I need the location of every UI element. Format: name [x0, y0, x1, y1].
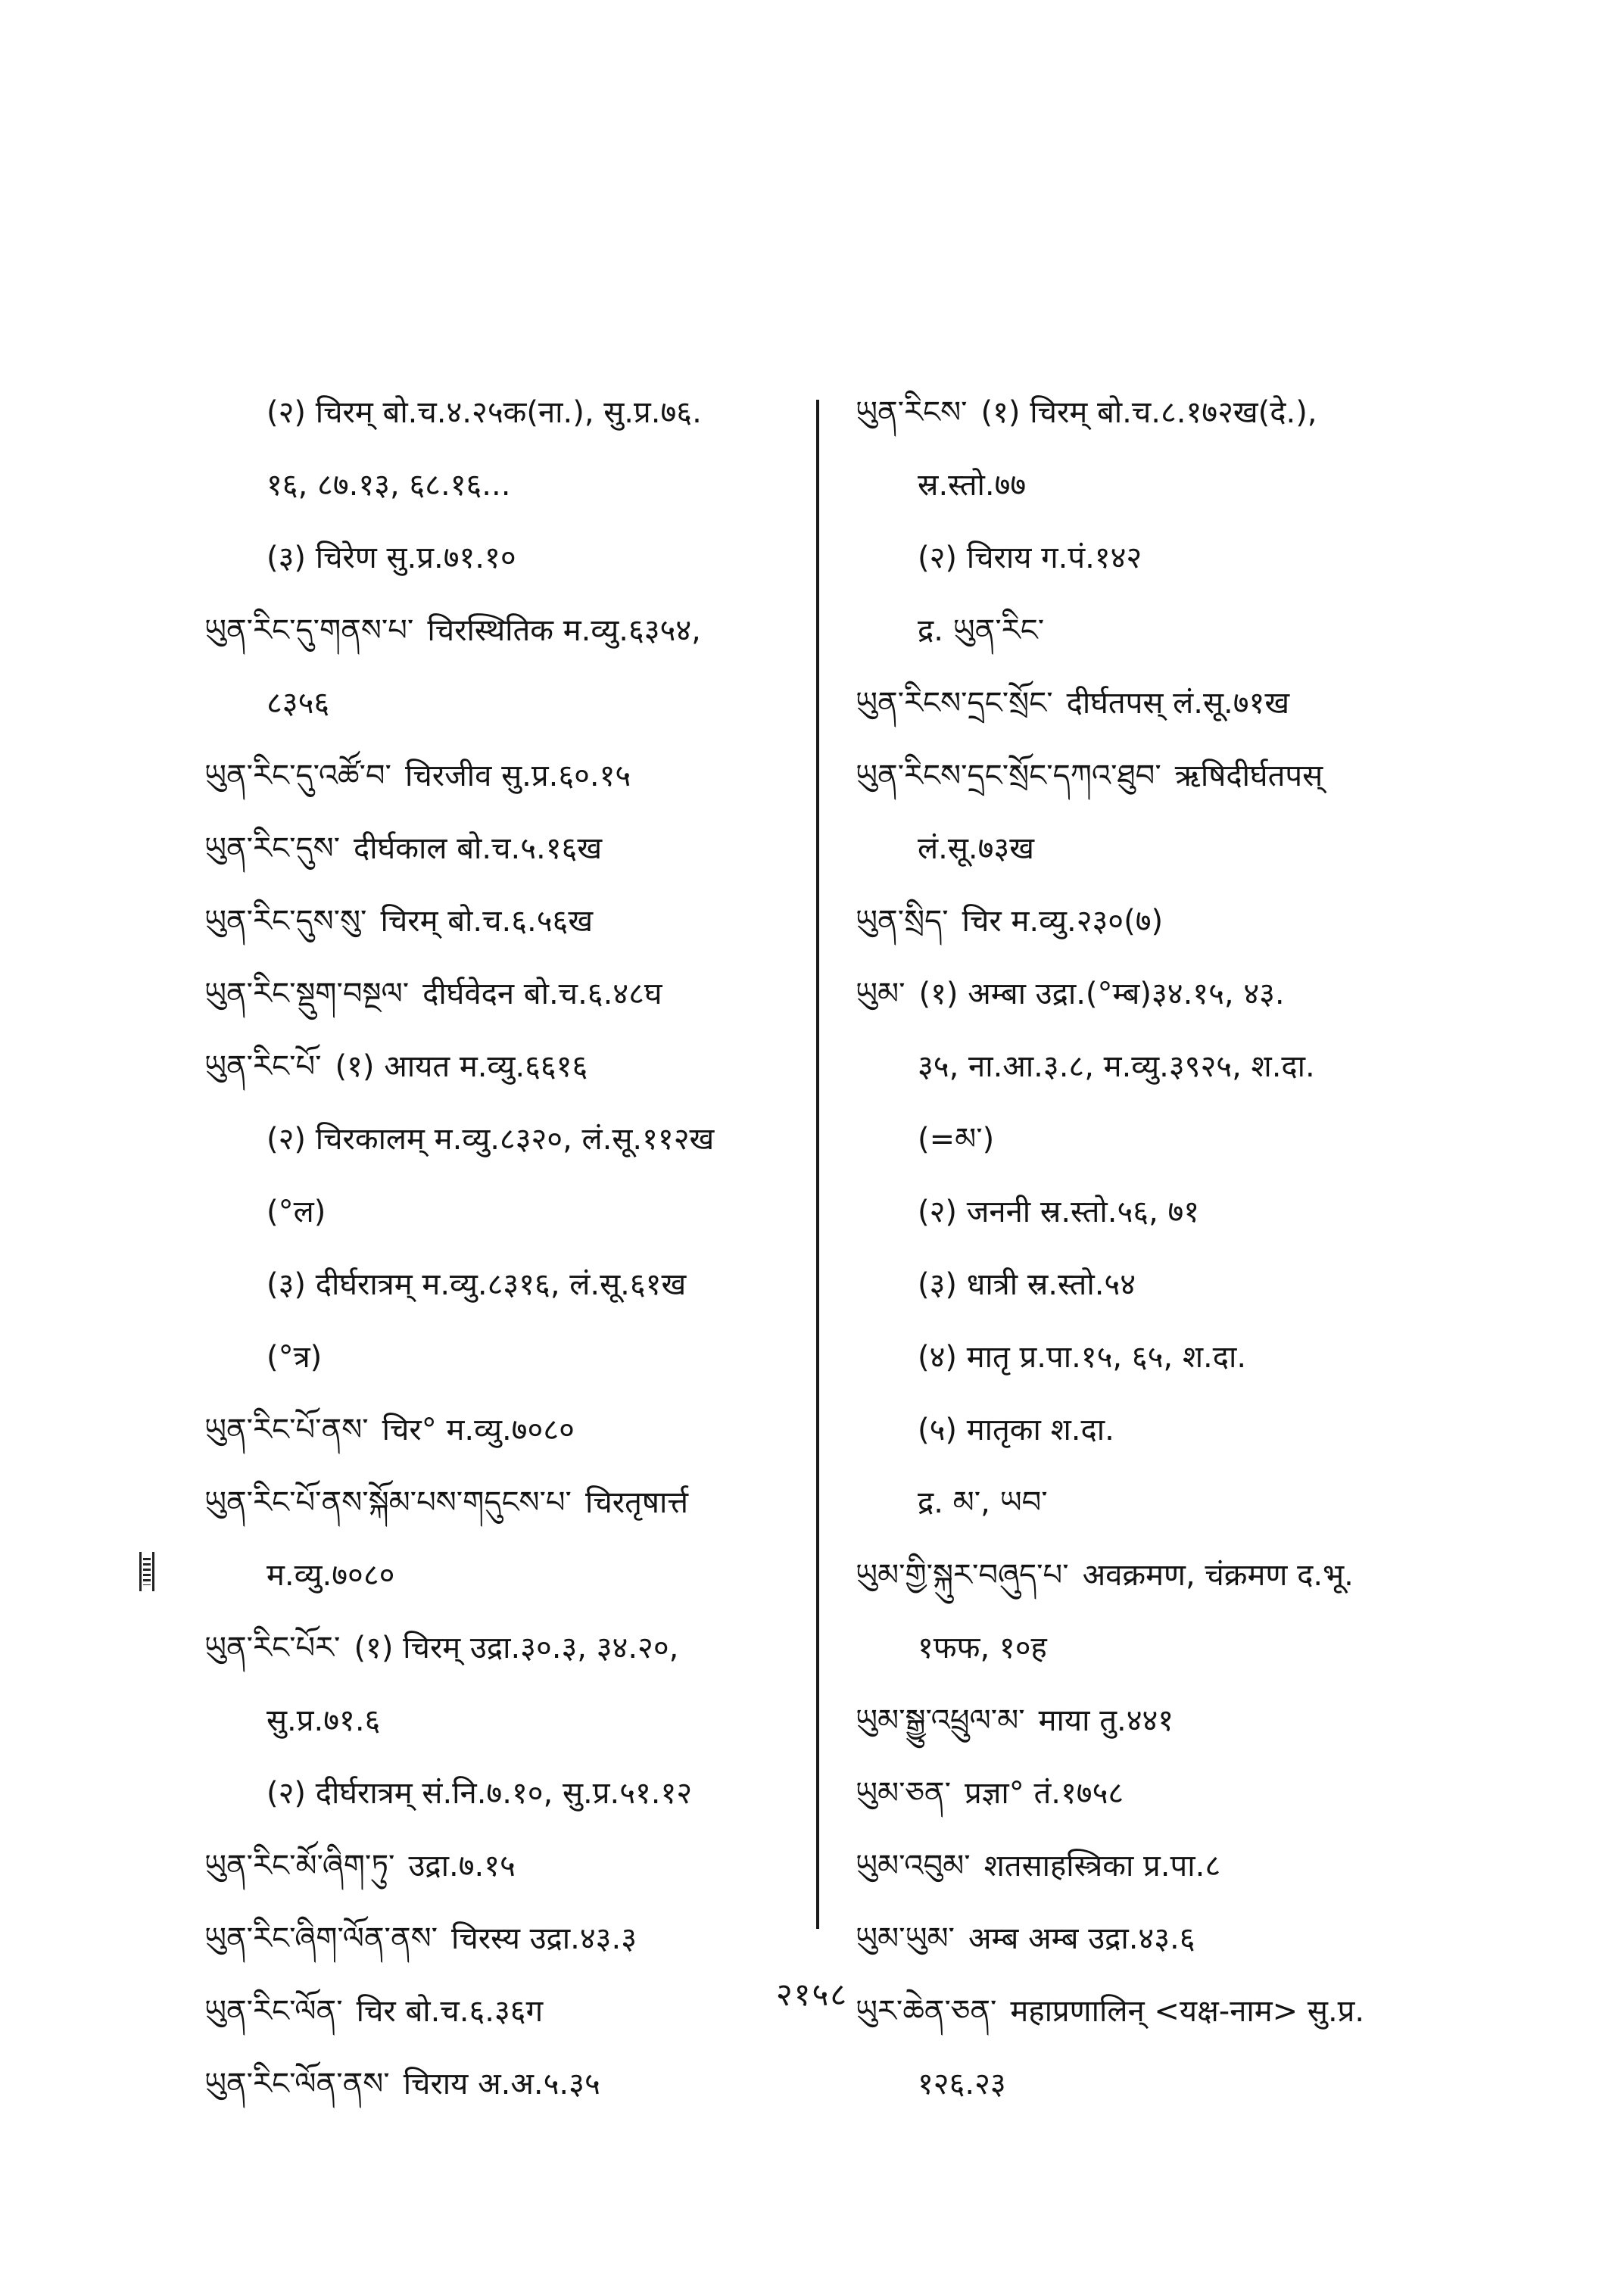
sanskrit-gloss: १फफ, १०ह — [918, 1631, 1047, 1665]
sanskrit-gloss: (२) जननी स्र.स्तो.५६, ७१ — [918, 1195, 1200, 1229]
tibetan-headword: ཡུན་རིང་མོ་ཞིག་ཏུ་ — [204, 1849, 395, 1883]
sanskrit-gloss: अम्ब अम्ब उद्रा.४३.६ — [968, 1921, 1195, 1956]
tibetan-headword: ཡུར་ཆེན་ཅན་ — [856, 1994, 997, 2029]
dictionary-entry — [204, 1629, 810, 1667]
tibetan-headword: ཡུན་རིངས་ — [856, 395, 968, 430]
sanskrit-gloss: (५) मातृका श.दा. — [918, 1413, 1114, 1447]
tibetan-headword: ཡུན་རིང་དུས་ — [204, 831, 341, 866]
entry-continuation — [856, 1484, 1446, 1522]
dictionary-entry — [204, 1411, 810, 1449]
column-divider — [816, 400, 819, 1929]
sanskrit-gloss: (°ल) — [267, 1195, 326, 1229]
dictionary-entry — [856, 757, 1446, 795]
tibetan-headword: ཡུན་རིང་སྡུག་བསྔལ་ — [204, 977, 410, 1011]
sanskrit-gloss: (२) चिरम् बो.च.४.२५क(ना.), सु.प्र.७६. — [267, 395, 702, 430]
sanskrit-gloss: चिरतृषार्त्त — [584, 1485, 689, 1520]
dictionary-entry — [204, 1847, 810, 1885]
entry-continuation — [204, 539, 810, 577]
sanskrit-gloss: महाप्रणालिन् <यक्ष-नाम> सु.प्र. — [1010, 1994, 1365, 2029]
dictionary-entry — [856, 394, 1446, 431]
entry-continuation — [856, 1411, 1446, 1449]
tibetan-headword: ཡུན་རིང་ལོན་ནས་ — [204, 2067, 390, 2101]
sanskrit-gloss: ऋषिदीर्घतपस् — [1174, 759, 1323, 793]
entry-continuation — [204, 1193, 810, 1231]
sanskrit-gloss: चिरजीव सु.प्र.६०.१५ — [404, 759, 631, 793]
dictionary-entry — [856, 1702, 1446, 1740]
tibetan-headword: ཡུམ་ཅན་ — [856, 1776, 951, 1811]
sanskrit-gloss: चिरम् बो.च.६.५६ख — [380, 904, 594, 939]
dictionary-entry — [856, 684, 1446, 722]
sanskrit-gloss: (२) चिराय ग.पं.१४२ — [918, 541, 1142, 575]
sanskrit-gloss: माया तु.४४१ — [1038, 1703, 1174, 1738]
dictionary-entry — [204, 1048, 810, 1086]
sanskrit-gloss: (=མ་) — [918, 1122, 995, 1157]
sanskrit-gloss: (३) धात्री स्र.स्तो.५४ — [918, 1267, 1136, 1302]
tibetan-headword: ཡུན་རིང་དུ་གནས་པ་ — [204, 613, 414, 648]
sanskrit-gloss: चिर म.व्यु.२३०(७) — [962, 904, 1164, 939]
entry-continuation — [856, 1048, 1446, 1086]
tibetan-headword: ཡུན་རིངས་དྲང་སྲོང་ — [856, 686, 1053, 721]
sanskrit-gloss: (२) दीर्घरात्रम् सं.नि.७.१०, सु.प्र.५१.१२ — [267, 1776, 693, 1811]
entry-continuation — [856, 1629, 1446, 1667]
sanskrit-gloss: दीर्घवेदन बो.च.६.४८घ — [422, 977, 662, 1011]
dictionary-entry — [204, 612, 810, 650]
dictionary-entry — [204, 757, 810, 795]
sanskrit-gloss: (४) मातृ प्र.पा.१५, ६५, श.दा. — [918, 1340, 1247, 1375]
page-number: २१५८ — [775, 1976, 849, 2013]
tibetan-headword: ཡུན་རིང་དུས་སུ་ — [204, 904, 367, 939]
sanskrit-gloss: चिरस्य उद्रा.४३.३ — [451, 1921, 637, 1956]
entry-continuation — [856, 466, 1446, 504]
entry-continuation — [856, 2065, 1446, 2103]
entry-continuation — [856, 539, 1446, 577]
sanskrit-gloss: चिर° म.व्यु.७०८० — [382, 1413, 575, 1447]
sanskrit-gloss: स्र.स्तो.७७ — [918, 468, 1027, 503]
tibetan-headword: ཡུམ་ — [856, 977, 906, 1011]
tibetan-headword: ཡུན་རིང་པོ་ནས་ — [204, 1413, 369, 1447]
entry-continuation — [204, 1774, 810, 1812]
tibetan-headword: ཡུན་རིང་ལོན་ — [204, 1994, 343, 2029]
left-column — [204, 394, 810, 2138]
dictionary-entry — [204, 975, 810, 1013]
entry-continuation — [204, 394, 810, 431]
sanskrit-gloss: दीर्घतपस् लं.सू.७१ख — [1066, 686, 1290, 721]
dictionary-entry — [856, 975, 1446, 1013]
sanskrit-gloss: ३५, ना.आ.३.८, म.व्यु.३९२५, श.दा. — [918, 1049, 1315, 1084]
dictionary-entry — [204, 2065, 810, 2103]
sanskrit-gloss: चिरस्थितिक म.व्यु.६३५४, — [427, 613, 701, 648]
dictionary-entry — [856, 902, 1446, 940]
dictionary-entry — [204, 1484, 810, 1522]
sanskrit-gloss: (१) आयत म.व्यु.६६१६ — [335, 1049, 588, 1084]
sanskrit-gloss: सु.प्र.७१.६ — [267, 1703, 381, 1738]
entry-continuation — [204, 1120, 810, 1158]
sanskrit-gloss: १६, ८७.१३, ६८.१६... — [267, 468, 511, 503]
entry-continuation — [856, 830, 1446, 868]
tibetan-headword: ཡུམ་འབུམ་ — [856, 1849, 971, 1883]
sanskrit-gloss: द्र. མ་, ཡབ་ — [918, 1485, 1048, 1520]
sanskrit-gloss: प्रज्ञा° तं.१७५८ — [965, 1776, 1124, 1811]
tibetan-headword: ཡུམ་ཡུམ་ — [856, 1921, 955, 1956]
entry-continuation — [856, 1266, 1446, 1304]
entry-continuation — [204, 684, 810, 722]
sanskrit-gloss: म.व्यु.७०८० — [267, 1558, 395, 1593]
tibetan-headword: ཡུམ་གྱི་སྐུར་བཞུད་པ་ — [856, 1558, 1069, 1593]
sanskrit-gloss: उद्रा.७.१५ — [408, 1849, 516, 1883]
entry-continuation — [856, 1120, 1446, 1158]
right-column — [856, 394, 1446, 2138]
dictionary-entry — [204, 830, 810, 868]
dictionary-entry — [204, 1920, 810, 1958]
dictionary-entry — [856, 1920, 1446, 1958]
sanskrit-gloss: (°त्र) — [267, 1340, 323, 1375]
sanskrit-gloss: अवक्रमण, चंक्रमण द.भू. — [1082, 1558, 1354, 1593]
margin-mark — [139, 1552, 154, 1591]
sanskrit-gloss: (१) चिरम् बो.च.८.१७२ख(दे.), — [980, 395, 1317, 430]
sanskrit-gloss: (१) चिरम् उद्रा.३०.३, ३४.२०, — [354, 1631, 679, 1665]
sanskrit-gloss: चिराय अ.अ.५.३५ — [403, 2067, 600, 2101]
sanskrit-gloss: चिर बो.च.६.३६ग — [356, 1994, 544, 2029]
entry-continuation — [204, 1338, 810, 1376]
sanskrit-gloss: (१) अम्बा उद्रा.(°म्ब)३४.१५, ४३. — [918, 977, 1285, 1011]
sanskrit-gloss: द्र. ཡུན་རིང་ — [918, 613, 1045, 648]
dictionary-entry — [856, 1556, 1446, 1594]
entry-continuation — [856, 612, 1446, 650]
dictionary-entry — [204, 902, 810, 940]
entry-continuation — [204, 1266, 810, 1304]
tibetan-headword: ཡུམ་སྒྱུ་འཕྲུལ་མ་ — [856, 1703, 1025, 1738]
tibetan-headword: ཡུན་རིང་པོར་ — [204, 1631, 341, 1665]
sanskrit-gloss: (३) दीर्घरात्रम् म.व्यु.८३१६, लं.सू.६१ख — [267, 1267, 687, 1302]
entry-continuation — [204, 466, 810, 504]
sanskrit-gloss: दीर्घकाल बो.च.५.१६ख — [354, 831, 603, 866]
tibetan-headword: ཡུན་སྲིད་ — [856, 904, 949, 939]
sanskrit-gloss: १२६.२३ — [918, 2067, 1006, 2101]
entry-continuation — [856, 1338, 1446, 1376]
sanskrit-gloss: शतसाहस्त्रिका प्र.पा.८ — [983, 1849, 1221, 1883]
sanskrit-gloss: लं.सू.७३ख — [918, 831, 1034, 866]
sanskrit-gloss: (३) चिरेण सु.प्र.७१.१० — [267, 541, 516, 575]
sanskrit-gloss: (२) चिरकालम् म.व्यु.८३२०, लं.सू.११२ख — [267, 1122, 715, 1157]
tibetan-headword: ཡུན་རིང་དུ་འཚོ་བ་ — [204, 759, 391, 793]
tibetan-headword: ཡུན་རིངས་དྲང་སྲོང་དཀའ་ཐུབ་ — [856, 759, 1161, 793]
dictionary-entry — [856, 1847, 1446, 1885]
tibetan-headword: ཡུན་རིང་པོ་ནས་སྐོམ་པས་གདུངས་པ་ — [204, 1485, 572, 1520]
entry-continuation — [204, 1702, 810, 1740]
dictionary-entry — [856, 1774, 1446, 1812]
entry-continuation — [204, 1556, 810, 1594]
entry-continuation — [856, 1193, 1446, 1231]
sanskrit-gloss: ८३५६ — [267, 686, 330, 721]
tibetan-headword: ཡུན་རིང་ཞིག་ལོན་ནས་ — [204, 1921, 438, 1956]
tibetan-headword: ཡུན་རིང་པོ་ — [204, 1049, 322, 1084]
